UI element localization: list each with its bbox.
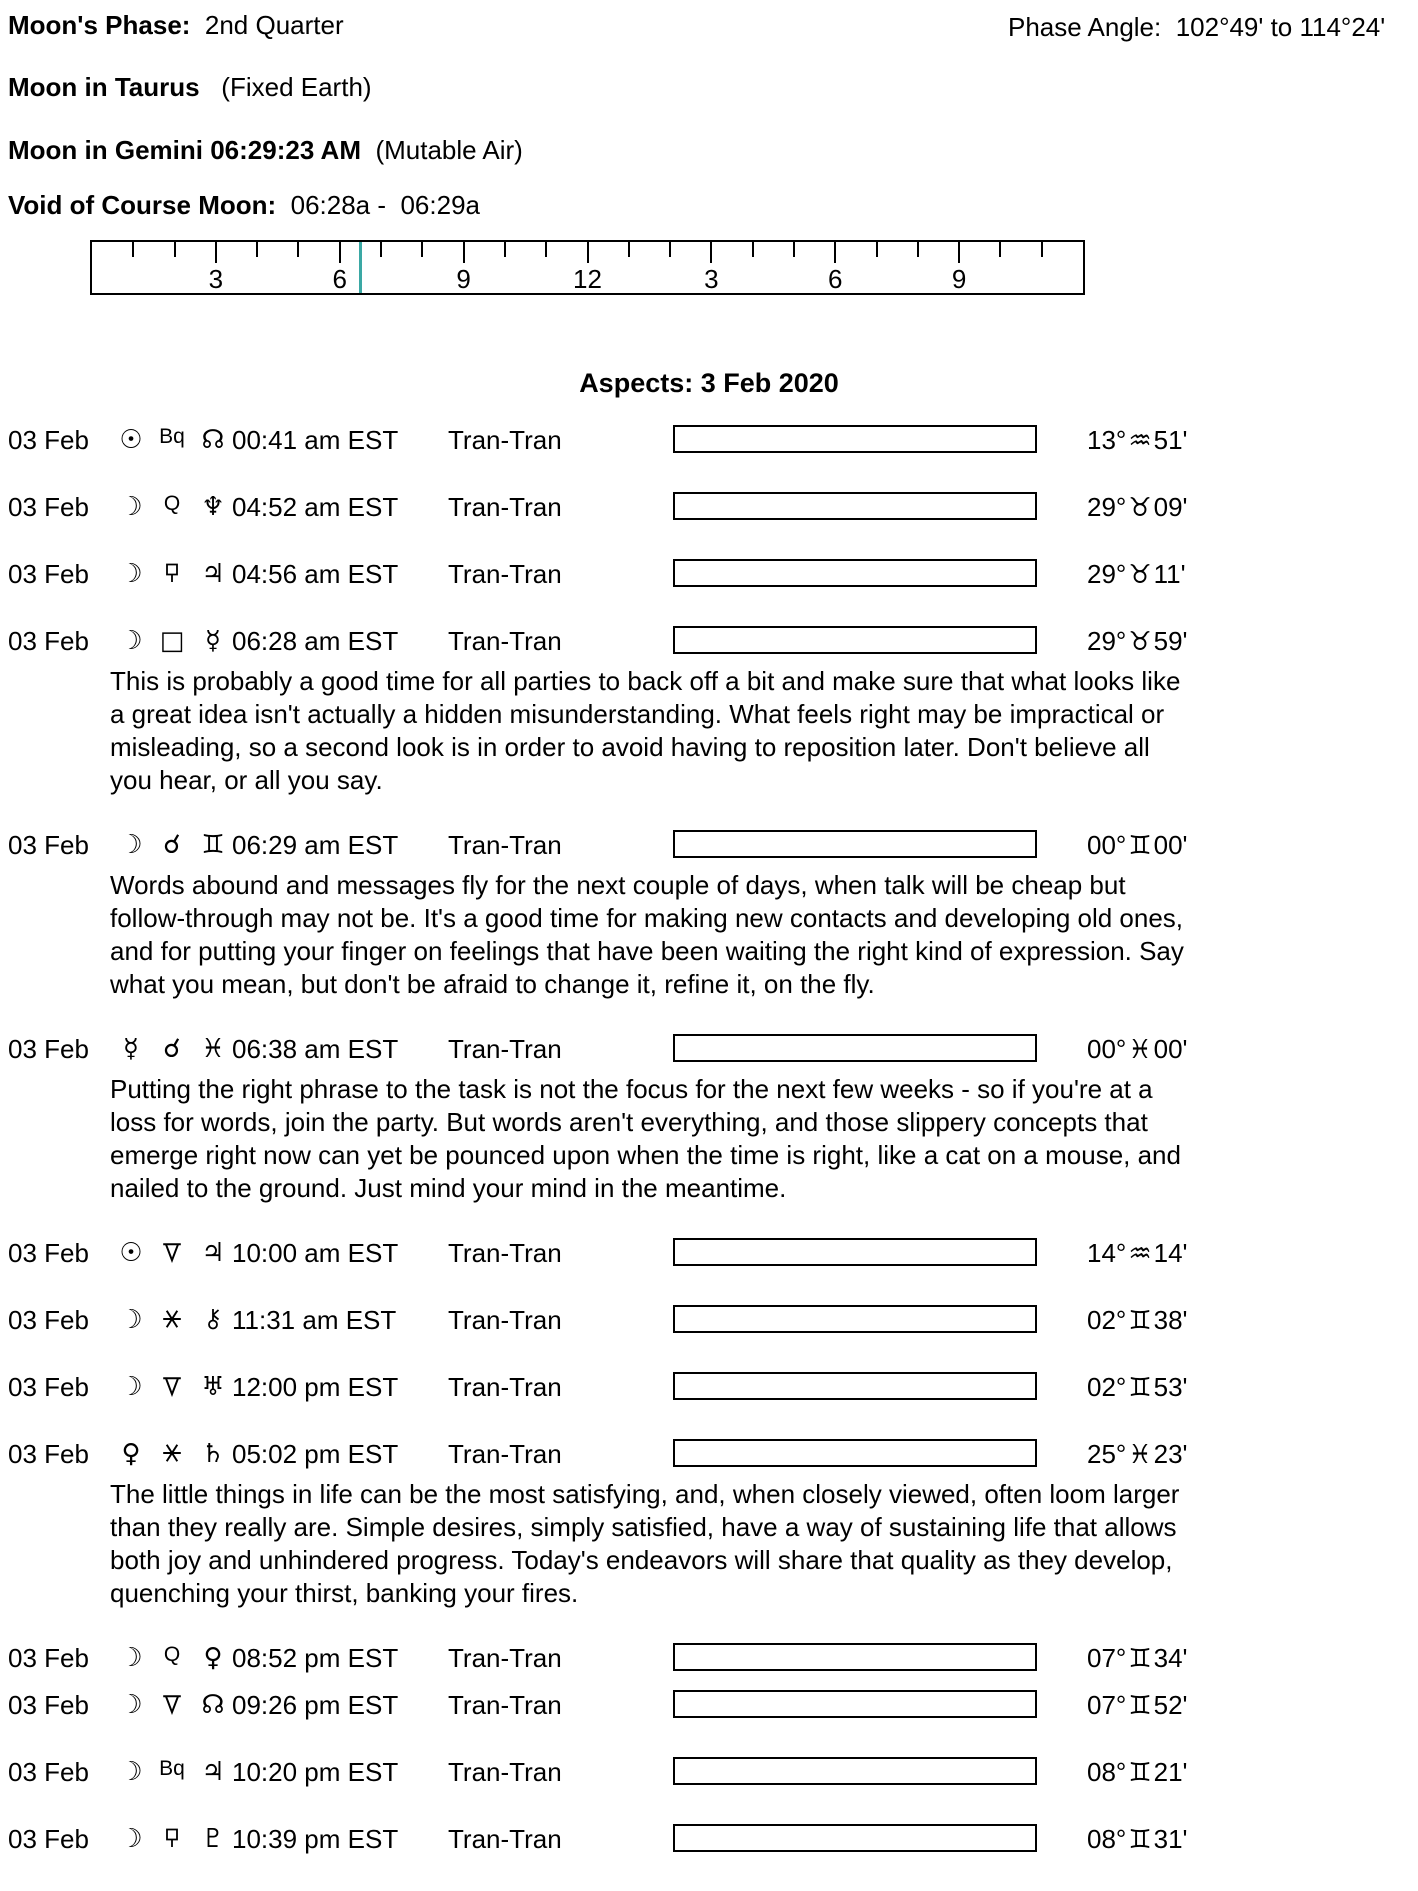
square-icon: □ (159, 626, 185, 656)
aspect-date: 03 Feb (8, 626, 89, 656)
hour-tick (339, 242, 341, 263)
aspect-interpretation: Putting the right phrase to the task is not the focus for the next few weeks - so if you're at a loss for words, join the party. But words aren't everything, and those slippery concepts that emerge right now can yet be pounced upon when the time is right, like a cat on a mouse, and nailed to the ground. Just mind your mind in the meantime. (110, 1074, 1181, 1203)
aspect-row[interactable] (0, 1643, 1418, 1675)
aspect-type: Tran-Tran (448, 626, 562, 656)
aspect-degrees: 02° (1087, 1372, 1127, 1402)
aspect-row-head[interactable] (0, 1238, 1418, 1270)
aspect-position (1087, 1439, 1188, 1470)
hour-label: 3 (208, 264, 224, 294)
aspect-date: 03 Feb (8, 1690, 89, 1720)
voc-ruler (90, 240, 1085, 295)
hour-label: 6 (828, 264, 843, 294)
venus-icon: ♀ (203, 1643, 223, 1673)
moon-in-gemini-note: (Mutable Air) (375, 135, 523, 165)
aspect-minutes: 09' (1153, 492, 1188, 522)
jupiter-icon: ♃ (201, 559, 225, 589)
moon-icon: ☽ (119, 830, 143, 860)
hour-tick (628, 242, 630, 257)
jupiter-icon: ♃ (201, 1757, 225, 1787)
hour-tick (793, 242, 795, 257)
aspect-minutes: 53' (1153, 1372, 1188, 1402)
moon-icon: ☽ (119, 1824, 143, 1854)
hour-tick (463, 242, 465, 263)
gemini-icon: ♊ (1128, 1306, 1152, 1336)
north-node-icon: ☊ (201, 425, 225, 455)
aspect-time: 05:02 pm EST (232, 1439, 399, 1469)
aspect-row[interactable] (0, 1757, 1418, 1789)
aspect-row[interactable] (0, 1034, 1418, 1205)
aspect-date: 03 Feb (8, 1372, 89, 1402)
aspect-degrees: 00° (1087, 830, 1127, 860)
aspect-degrees: 08° (1087, 1757, 1127, 1787)
aspect-date: 03 Feb (8, 830, 89, 860)
hour-tick (876, 242, 878, 257)
hour-tick (132, 242, 134, 257)
hour-tick (256, 242, 258, 257)
aspect-orb-bar (673, 1439, 1037, 1467)
aspect-row-head[interactable] (0, 626, 1418, 658)
hour-tick (752, 242, 754, 257)
aspect-orb-bar (673, 626, 1037, 654)
hour-tick (834, 242, 836, 263)
hour-tick (669, 242, 671, 257)
aspect-date: 03 Feb (8, 492, 89, 522)
phase-angle-label: Phase Angle: (1008, 12, 1162, 42)
aspect-time: 10:39 pm EST (232, 1824, 399, 1854)
hour-tick (297, 242, 299, 257)
aspect-degrees: 08° (1087, 1824, 1127, 1854)
aspect-position (1087, 1034, 1188, 1065)
aspect-row-head[interactable] (0, 1757, 1418, 1789)
aspect-row-head[interactable] (0, 1690, 1418, 1722)
hour-tick (1041, 242, 1043, 257)
aspect-time: 08:52 pm EST (232, 1643, 399, 1673)
aspect-date: 03 Feb (8, 1439, 89, 1469)
aspect-type: Tran-Tran (448, 830, 562, 860)
gemini-icon: ♊ (1128, 831, 1152, 861)
gemini-icon: ♊ (1128, 1691, 1152, 1721)
aspect-position (1087, 1305, 1188, 1336)
moon-in-gemini-label: Moon in Gemini 06:29:23 AM (8, 135, 361, 165)
aspect-time: 10:00 am EST (232, 1238, 399, 1268)
moon-icon: ☽ (119, 1643, 143, 1673)
aspect-orb-bar (673, 1690, 1037, 1718)
mercury-icon: ☿ (205, 626, 221, 656)
pisces-icon: ♓ (1128, 1440, 1152, 1470)
moon-icon: ☽ (119, 1305, 143, 1335)
aspect-date: 03 Feb (8, 1643, 89, 1673)
aspect-row[interactable] (0, 492, 1418, 524)
aspect-date: 03 Feb (8, 1238, 89, 1268)
aspect-orb-bar (673, 425, 1037, 453)
hour-tick (999, 242, 1001, 257)
aspect-time: 04:56 am EST (232, 559, 399, 589)
aspect-degrees: 29° (1087, 559, 1127, 589)
aspect-position (1087, 1757, 1188, 1788)
aspect-date: 03 Feb (8, 559, 89, 589)
aspect-minutes: 38' (1153, 1305, 1188, 1335)
aspect-degrees: 02° (1087, 1305, 1127, 1335)
hour-tick (380, 242, 382, 257)
aspect-minutes: 59' (1153, 626, 1188, 656)
hour-tick (710, 242, 712, 263)
hour-label: 6 (332, 264, 347, 294)
aspect-time: 06:38 am EST (232, 1034, 399, 1064)
moon-in-gemini-line (8, 135, 523, 166)
aspect-minutes: 34' (1153, 1643, 1188, 1673)
aspect-row[interactable] (0, 559, 1418, 591)
aspect-type: Tran-Tran (448, 492, 562, 522)
taurus-icon: ♉ (1128, 493, 1152, 523)
aspect-date: 03 Feb (8, 1824, 89, 1854)
biquintile-icon: Bq (159, 425, 185, 448)
aspect-row[interactable] (0, 1690, 1418, 1722)
aspect-type: Tran-Tran (448, 559, 562, 589)
moons-phase-value (190, 10, 204, 40)
aspect-degrees: 00° (1087, 1034, 1127, 1064)
taurus-icon: ♉ (1128, 560, 1152, 590)
aspect-type: Tran-Tran (448, 1372, 562, 1402)
sun-icon: ☉ (119, 425, 143, 455)
aspect-time: 10:20 pm EST (232, 1757, 399, 1787)
sextile-icon (152, 1439, 192, 1469)
aspect-type: Tran-Tran (448, 1690, 562, 1720)
phase-angle-line (1008, 12, 1385, 43)
phase-angle-value: 102°49' to 114°24' (1175, 12, 1386, 42)
aspect-position (1087, 425, 1188, 456)
aspect-orb-bar (673, 830, 1037, 858)
aspect-row-head[interactable] (0, 492, 1418, 524)
aspect-orb-bar (673, 559, 1037, 587)
pisces-icon: ♓ (1128, 1035, 1152, 1065)
gemini-icon: ♊ (1128, 1644, 1152, 1674)
moon-icon: ☽ (119, 1690, 143, 1720)
semisextile-icon (152, 1238, 192, 1268)
aspect-time: 06:29 am EST (232, 830, 399, 860)
aspect-date: 03 Feb (8, 425, 89, 455)
aspect-degrees: 14° (1087, 1238, 1127, 1268)
aspect-rows (0, 425, 1418, 1856)
aspect-orb-bar (673, 1034, 1037, 1062)
aspect-orb-bar (673, 1372, 1037, 1400)
moon-in-taurus-line (8, 72, 372, 103)
aspects-title: Aspects: 3 Feb 2020 (579, 368, 839, 398)
quintile-icon: Q (163, 492, 181, 515)
aspect-row-head[interactable] (0, 830, 1418, 862)
taurus-icon: ♉ (1128, 627, 1152, 657)
moon-in-taurus-note: (Fixed Earth) (221, 72, 372, 102)
aspect-row-head[interactable] (0, 559, 1418, 591)
sextile-icon (152, 1305, 192, 1335)
aspect-minutes: 11' (1153, 559, 1186, 589)
neptune-icon: ♆ (201, 492, 225, 522)
moons-phase-label: Moon's Phase: (8, 10, 191, 40)
aspect-row[interactable] (0, 1238, 1418, 1270)
aspect-row[interactable] (0, 1372, 1418, 1404)
aspect-minutes: 00' (1153, 1034, 1188, 1064)
aspect-position (1087, 1372, 1188, 1403)
mercury-icon: ☿ (123, 1034, 139, 1064)
quintile-icon: Q (163, 1643, 181, 1666)
void-of-course-line (8, 190, 480, 221)
pisces-icon: ♓ (201, 1034, 225, 1064)
hour-label: 9 (951, 264, 967, 294)
aspect-orb-bar (673, 1643, 1037, 1671)
moon-in-taurus-label: Moon in Taurus (8, 72, 200, 102)
aspect-orb-bar (673, 492, 1037, 520)
aspect-row[interactable] (0, 1824, 1418, 1856)
aspect-time: 12:00 pm EST (232, 1372, 399, 1402)
hour-tick (958, 242, 960, 263)
aspect-orb-bar (673, 1757, 1037, 1785)
aspect-date: 03 Feb (8, 1034, 89, 1064)
aspect-row[interactable] (0, 626, 1418, 797)
hour-label: 3 (704, 264, 719, 294)
void-of-course-label: Void of Course Moon: (8, 190, 277, 220)
moon-icon: ☽ (119, 559, 143, 589)
aspect-minutes: 14' (1153, 1238, 1188, 1268)
aspect-position (1087, 492, 1188, 523)
aspect-row-head[interactable] (0, 1824, 1418, 1856)
aspect-row-head[interactable] (0, 1643, 1418, 1675)
aspect-row-head[interactable] (0, 1439, 1418, 1471)
aspect-type: Tran-Tran (448, 1439, 562, 1469)
aspect-time: 00:41 am EST (232, 425, 399, 455)
moon-icon: ☽ (119, 492, 143, 522)
sun-icon: ☉ (119, 1238, 143, 1268)
aspect-position (1087, 830, 1188, 861)
aspect-type: Tran-Tran (448, 425, 562, 455)
hour-tick (421, 242, 423, 257)
sesquiquadrate-icon (152, 559, 192, 589)
aspect-row[interactable] (0, 1305, 1418, 1337)
aspect-orb-bar (673, 1238, 1037, 1266)
aspect-interpretation: This is probably a good time for all parties to back off a bit and make sure that what looks like a great idea isn't actually a hidden misunderstanding. What feels right may be impractical or misleading, so a second look is in order to avoid having to reposition later. Don't believe all you hear, or all you say. (110, 666, 1181, 795)
aspect-degrees: 07° (1087, 1643, 1127, 1673)
hour-tick (215, 242, 217, 263)
aspect-row[interactable] (0, 425, 1418, 457)
aspect-position (1087, 1643, 1188, 1674)
aspect-date: 03 Feb (8, 1305, 89, 1335)
semisextile-icon (152, 1372, 192, 1402)
hour-tick (504, 242, 506, 257)
aspect-position (1087, 1690, 1188, 1721)
aspect-degrees: 29° (1087, 626, 1127, 656)
uranus-icon: ♅ (201, 1372, 225, 1402)
void-of-course-value: 06:28a - 06:29a (290, 190, 480, 220)
aspect-type: Tran-Tran (448, 1238, 562, 1268)
aspect-position (1087, 559, 1186, 590)
aspect-minutes: 51' (1153, 425, 1188, 455)
aspect-type: Tran-Tran (448, 1034, 562, 1064)
aspect-row[interactable] (0, 1439, 1418, 1610)
aspect-row-head[interactable] (0, 1034, 1418, 1066)
aspect-date: 03 Feb (8, 1757, 89, 1787)
moons-phase-value-text: 2nd Quarter (204, 10, 344, 40)
conjunction-icon: ☌ (163, 830, 181, 860)
aspect-position (1087, 626, 1188, 657)
gemini-icon: ♊ (201, 830, 225, 860)
gemini-icon: ♊ (1128, 1758, 1152, 1788)
aspect-minutes: 52' (1153, 1690, 1188, 1720)
conjunction-icon: ☌ (163, 1034, 181, 1064)
aspect-time: 06:28 am EST (232, 626, 399, 656)
aspect-type: Tran-Tran (448, 1643, 562, 1673)
aspect-time: 04:52 am EST (232, 492, 399, 522)
aspect-time: 11:31 am EST (232, 1305, 397, 1335)
aquarius-icon: ♒ (1128, 1239, 1152, 1269)
aspect-time: 09:26 pm EST (232, 1690, 399, 1720)
voc-time-marker (359, 242, 362, 293)
aspects-section (0, 368, 1418, 1891)
hour-tick (174, 242, 176, 257)
aspect-degrees: 13° (1087, 425, 1127, 455)
chiron-icon (194, 1305, 232, 1335)
gemini-icon: ♊ (1128, 1373, 1152, 1403)
aspect-position (1087, 1238, 1188, 1269)
aspect-minutes: 23' (1153, 1439, 1188, 1469)
moon-icon: ☽ (119, 1757, 143, 1787)
aspect-interpretation: The little things in life can be the most satisfying, and, when closely viewed, often loom larger than they really are. Simple desires, simply satisfied, have a way of sustaining life that allows both joy and unhindered progress. Today's endeavors will share that quality as they develop, quenching your thirst, banking your fires. (110, 1479, 1180, 1608)
aspect-orb-bar (673, 1305, 1037, 1333)
jupiter-icon: ♃ (201, 1238, 225, 1268)
aspect-row-head[interactable] (0, 1305, 1418, 1337)
aquarius-icon: ♒ (1128, 426, 1152, 456)
north-node-icon: ☊ (201, 1690, 225, 1720)
aspect-type: Tran-Tran (448, 1824, 562, 1854)
saturn-icon: ♄ (201, 1439, 225, 1469)
aspect-minutes: 00' (1153, 830, 1188, 860)
biquintile-icon: Bq (159, 1757, 185, 1780)
aspect-orb-bar (673, 1824, 1037, 1852)
aspect-type: Tran-Tran (448, 1757, 562, 1787)
hour-label: 12 (573, 264, 602, 294)
aspect-interpretation: Words abound and messages fly for the next couple of days, when talk will be cheap but follow-through may not be. It's a good time for making new contacts and developing old ones, and for putting your finger on feelings that have been waiting the right kind of expression. Say what you mean, but don't be afraid to change it, refine it, on the fly. (110, 870, 1184, 999)
hour-tick (545, 242, 547, 257)
aspect-minutes: 31' (1153, 1824, 1188, 1854)
aspect-type: Tran-Tran (448, 1305, 562, 1335)
aspect-minutes: 21' (1153, 1757, 1188, 1787)
venus-icon: ♀ (121, 1439, 141, 1469)
hour-tick (917, 242, 919, 257)
semisextile-icon (152, 1690, 192, 1720)
pluto-icon: ♇ (201, 1824, 225, 1854)
aspect-row-head[interactable] (0, 425, 1418, 457)
aspect-row-head[interactable] (0, 1372, 1418, 1404)
hour-label: 9 (456, 264, 471, 294)
moon-icon: ☽ (119, 1372, 143, 1402)
aspect-position (1087, 1824, 1188, 1855)
sesquiquadrate-icon (152, 1824, 192, 1854)
aspect-row[interactable] (0, 830, 1418, 1001)
moons-phase-line (8, 10, 344, 41)
aspect-degrees: 29° (1087, 492, 1127, 522)
gemini-icon: ♊ (1128, 1825, 1152, 1855)
aspect-degrees: 25° (1087, 1439, 1127, 1469)
hour-tick (587, 242, 589, 263)
aspect-degrees: 07° (1087, 1690, 1127, 1720)
moon-icon: ☽ (119, 626, 143, 656)
